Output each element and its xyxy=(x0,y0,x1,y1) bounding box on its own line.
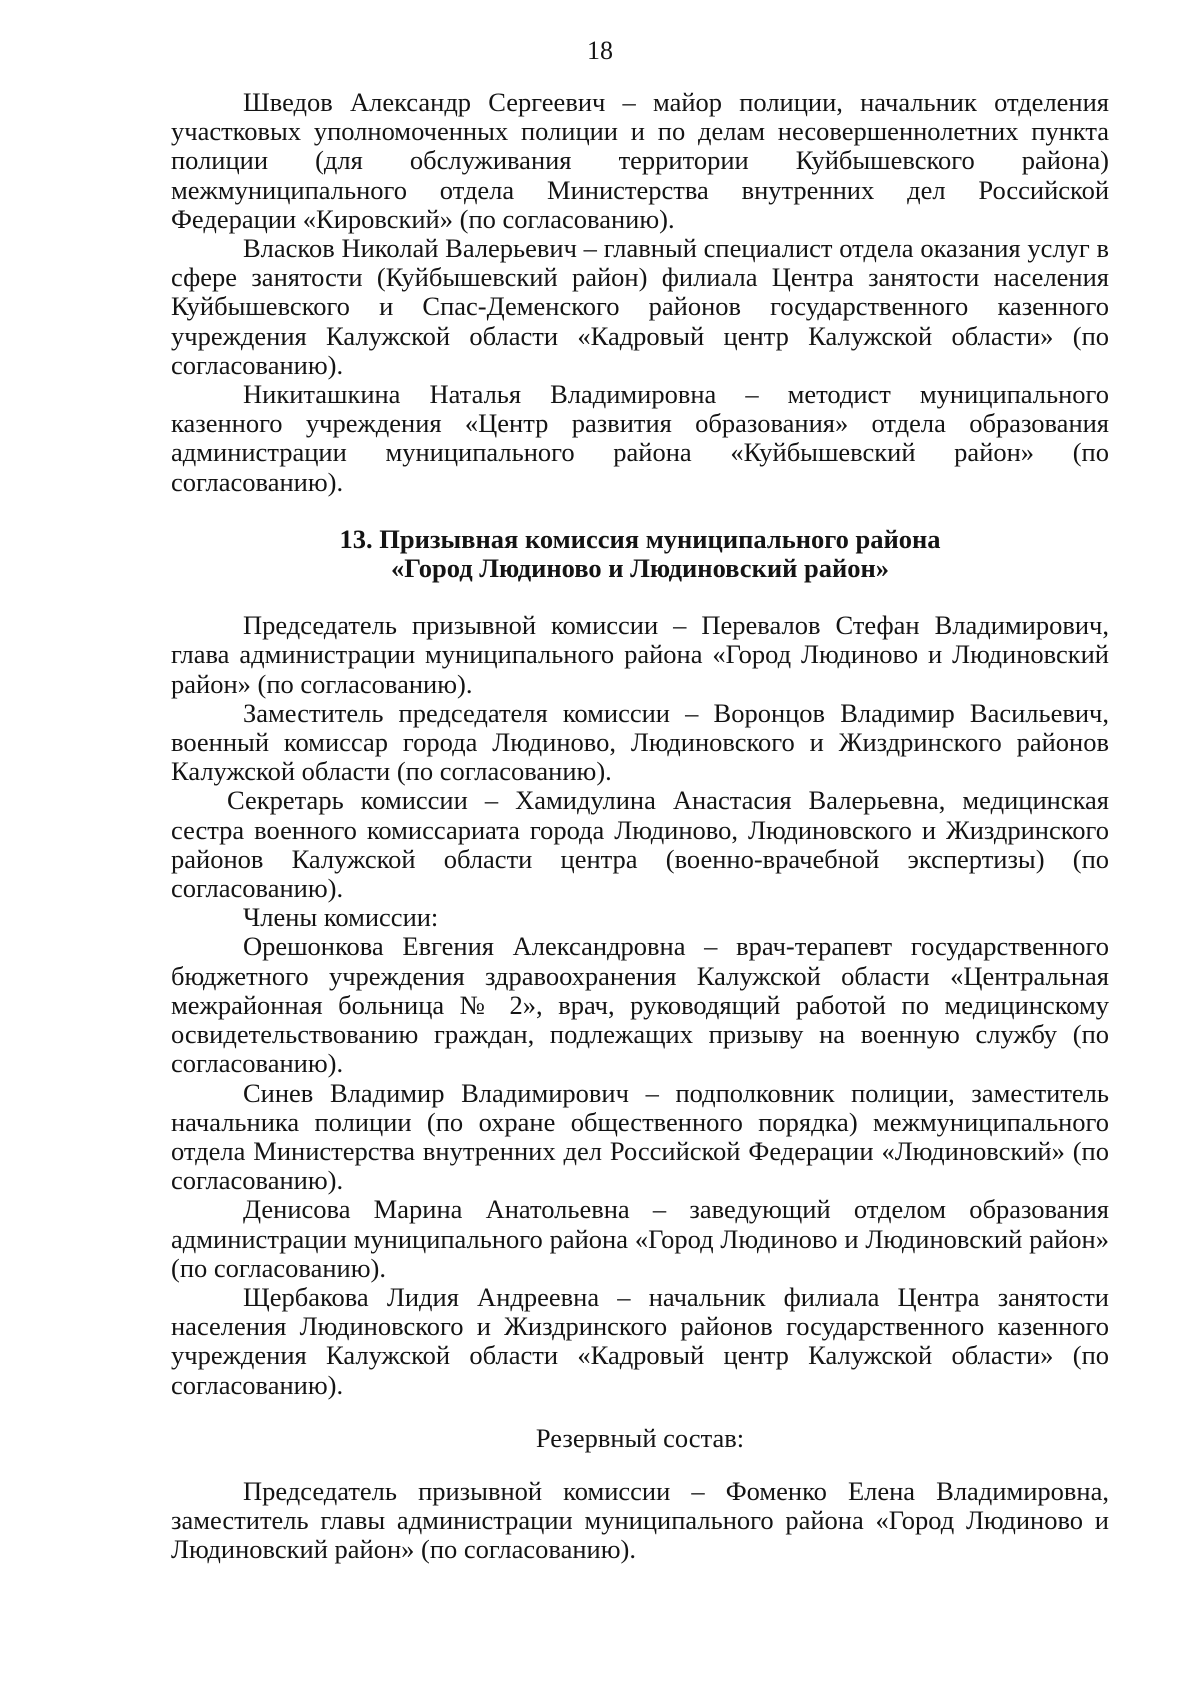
paragraph-sinev: Синев Владимир Владимирович – подполковник полиции, заместитель начальника полиции (по охране общественного порядка) межмуниципального отдела Министерства внутренних дел Российской Федерации «Людиновский» (по согласованию). xyxy=(171,1077,1109,1196)
paragraph-nikitashkina: Никиташкина Наталья Владимировна – методист муниципального казенного учреждения «Центр развития образования» отдела образования администрации муниципального района «Куйбышевский район» (по согласованию). xyxy=(171,379,1109,497)
paragraph-members-label: Члены комиссии: xyxy=(243,902,439,933)
document-body xyxy=(171,88,1109,1565)
paragraph-shcherbakova: Щербакова Лидия Андреевна – начальник филиала Центра занятости населения Людиновского и Жиздринского районов государственного казенного учреждения Калужской области «Кадровый центр Калужской области» (по согласованию). xyxy=(171,1281,1109,1400)
paragraph-vlaskov: Власков Николай Валерьевич – главный специалист отдела оказания услуг в сфере занятости (Куйбышевский район) филиала Центра занятости населения Куйбышевского и Спас-Деменского районов государственного казенного учреждения Калужской области «Кадровый центр Калужской области» (по согласованию). xyxy=(171,233,1109,380)
page-number: 18 xyxy=(587,36,613,65)
paragraph-reserve-chairman: Председатель призывной комиссии – Фоменко Елена Владимировна, заместитель главы администрации муниципального района «Город Людиново и Людиновский район» (по согласованию). xyxy=(171,1475,1109,1565)
paragraph-chairman: Председатель призывной комиссии – Перевалов Стефан Владимирович, глава администрации муниципального района «Город Людиново и Людиновский район» (по согласованию). xyxy=(171,610,1109,699)
section-heading-line2: «Город Людиново и Людиновский район» xyxy=(390,553,890,584)
reserve-heading: Резервный состав: xyxy=(535,1422,745,1453)
paragraph-shvedov: Шведов Александр Сергеевич – майор полиции, начальник отделения участковых уполномоченных полиции и по делам несовершеннолетних пункта полиции (для обслуживания территории Куйбышевского района) межмуниципального отдела Министерства внутренних дел Российской Федерации «Кировский» (по согласованию). xyxy=(171,87,1109,234)
paragraph-oreshonkova: Орешонкова Евгения Александровна – врач-терапевт государственного бюджетного учреждения здравоохранения Калужской области «Центральная межрайонная больница № 2», врач, руководящий работой по медицинскому освидетельствованию граждан, подлежащих призыву на военную службу (по согласованию). xyxy=(171,931,1109,1079)
paragraph-deputy-chairman: Заместитель председателя комиссии – Воронцов Владимир Васильевич, военный комиссар города Людиново, Людиновского и Жиздринского районов Калужской области (по согласованию). xyxy=(171,697,1109,787)
paragraph-denisova: Денисова Марина Анатольевна – заведующий отделом образования администрации муниципального района «Город Людиново и Людиновский район» (по согласованию). xyxy=(171,1194,1109,1283)
section-heading-line1: 13. Призывная комиссия муниципального района xyxy=(339,523,941,554)
paragraph-secretary: Секретарь комиссии – Хамидулина Анастасия Валерьевна, медицинская сестра военного комиссариата города Людиново, Людиновского и Жиздринского районов Калужской области центра (военно-врачебной экспертизы) (по согласованию). xyxy=(171,785,1109,904)
section-heading xyxy=(171,525,1109,583)
